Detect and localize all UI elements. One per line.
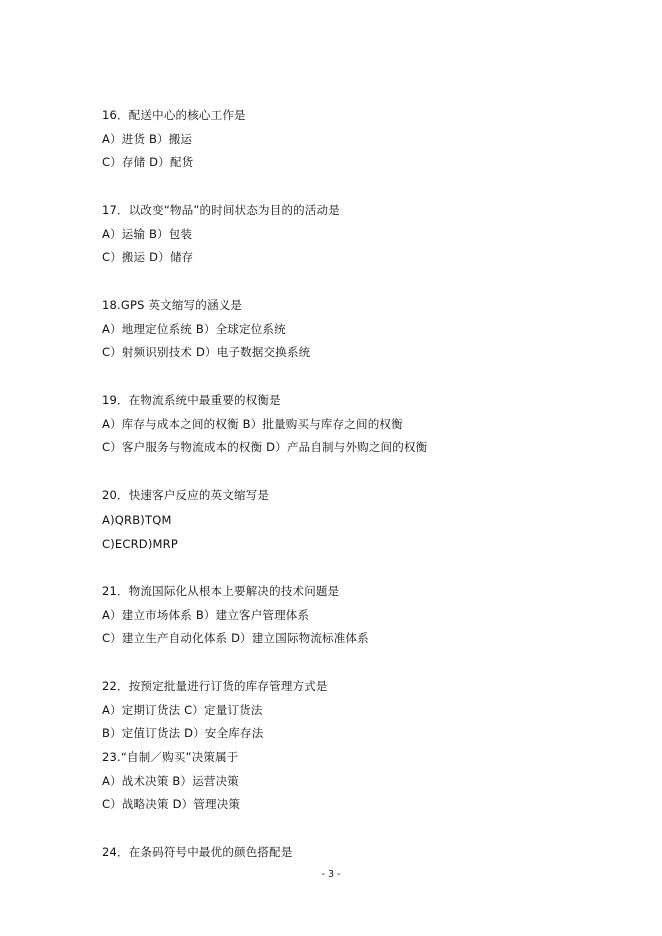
question-23-options-1: A）战术决策 B）运营决策 bbox=[102, 774, 240, 788]
question-21-stem: 21．物流国际化从根本上要解决的技术问题是 bbox=[102, 584, 340, 598]
question-21-options-1: A）建立市场体系 B）建立客户管理体系 bbox=[102, 608, 310, 622]
question-17-options-2: C）搬运 D）储存 bbox=[102, 250, 194, 264]
page-number: - 3 - bbox=[321, 869, 341, 880]
question-18-stem: 18.GPS 英文缩写的涵义是 bbox=[102, 298, 243, 312]
question-16-stem: 16．配送中心的核心工作是 bbox=[102, 108, 246, 122]
question-16-options-2: C）存储 D）配货 bbox=[102, 155, 194, 169]
question-16-options-1: A）进货 B）搬运 bbox=[102, 132, 193, 146]
question-19-options-1: A）库存与成本之间的权衡 B）批量购买与库存之间的权衡 bbox=[102, 417, 403, 431]
question-23-options-2: C）战略决策 D）管理决策 bbox=[102, 797, 241, 811]
question-20-stem: 20．快速客户反应的英文缩写是 bbox=[102, 488, 270, 502]
question-24-stem: 24．在条码符号中最优的颜色搭配是 bbox=[102, 845, 293, 859]
question-19-stem: 19．在物流系统中最重要的权衡是 bbox=[102, 393, 281, 407]
question-22-stem: 22．按预定批量进行订货的库存管理方式是 bbox=[102, 679, 328, 693]
question-18-options-2: C）射频识别技术 D）电子数据交换系统 bbox=[102, 345, 311, 359]
question-22-options-1: A）定期订货法 C）定量订货法 bbox=[102, 703, 263, 717]
question-21-options-2: C）建立生产自动化体系 D）建立国际物流标准体系 bbox=[102, 631, 369, 645]
question-19-options-2: C）客户服务与物流成本的权衡 D）产品自制与外购之间的权衡 bbox=[102, 440, 428, 454]
question-17-options-1: A）运输 B）包装 bbox=[102, 227, 193, 241]
question-20-options-1: A)QRB)TQM bbox=[102, 513, 172, 527]
question-23-stem: 23.“自制／购买”决策属于 bbox=[102, 750, 239, 764]
question-17-stem: 17．以改变“物品”的时间状态为目的的活动是 bbox=[102, 203, 340, 217]
question-22-options-2: B）定值订货法 D）安全库存法 bbox=[102, 726, 264, 740]
question-20-options-2: C)ECRD)MRP bbox=[102, 537, 178, 551]
question-18-options-1: A）地理定位系统 B）全球定位系统 bbox=[102, 322, 286, 336]
